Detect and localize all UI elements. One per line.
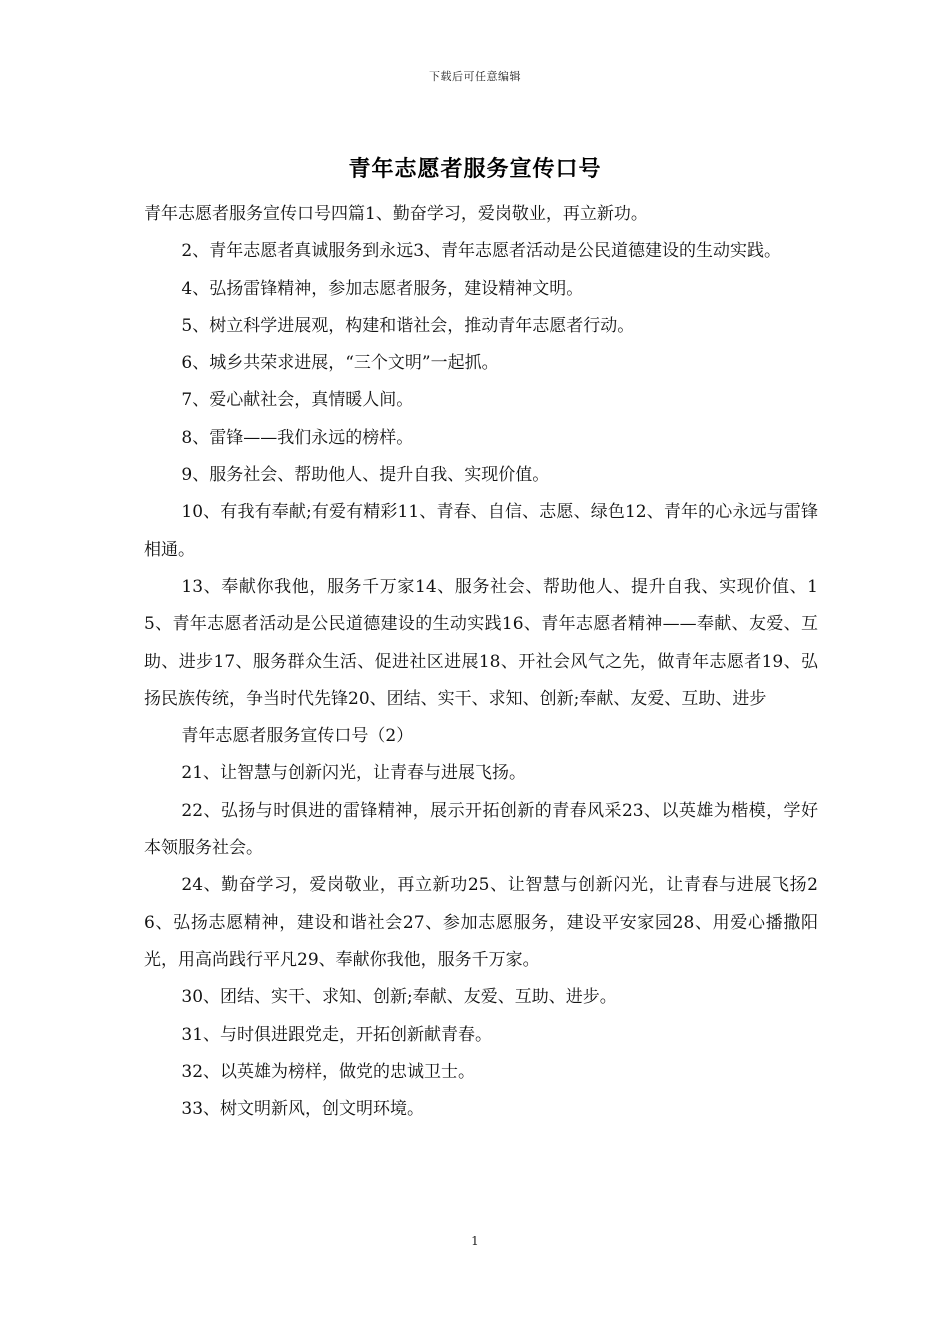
- paragraph: 30、团结、实干、求知、创新;奉献、友爱、互助、进步。: [181, 987, 617, 1008]
- document-body: [144, 196, 818, 1128]
- paragraph: 10、有我有奉献;有爱有精彩11、青春、自信、志愿、绿色12、青年的心永远与雷锋相通。: [144, 502, 818, 560]
- paragraph: 33、树文明新风，创文明环境。: [181, 1099, 425, 1120]
- paragraph: 6、城乡共荣求进展，“三个文明”一起抓。: [181, 353, 499, 374]
- paragraph: 5、树立科学进展观，构建和谐社会，推动青年志愿者行动。: [181, 315, 635, 336]
- paragraph: 7、爱心献社会，真情暖人间。: [181, 390, 414, 411]
- paragraph: 21、让智慧与创新闪光，让青春与进展飞扬。: [181, 763, 527, 784]
- paragraph-intro: 青年志愿者服务宣传口号四篇1、勤奋学习，爱岗敬业，再立新功。: [144, 204, 648, 224]
- header-note: 下载后可任意编辑: [429, 70, 521, 83]
- section-heading: 青年志愿者服务宣传口号（2）: [181, 726, 414, 747]
- paragraph: 2、青年志愿者真诚服务到永远3、青年志愿者活动是公民道德建设的生动实践。: [181, 241, 782, 262]
- page-number: 1: [471, 1234, 479, 1248]
- paragraph: 22、弘扬与时俱进的雷锋精神，展示开拓创新的青春风采23、以英雄为楷模，学好本领服务社会。: [144, 800, 818, 859]
- paragraph: 24、勤奋学习，爱岗敬业，再立新功25、让智慧与创新闪光，让青春与进展飞扬26、弘扬志愿精神，建设和谐社会27、参加志愿服务，建设平安家园28、用爱心播撒阳光，用高尚践行平凡29、奉献你我他，服务千万家。: [144, 875, 818, 970]
- paragraph: 32、以英雄为榜样，做党的忠诚卫士。: [181, 1061, 476, 1082]
- paragraph: 31、与时俱进跟党走，开拓创新献青春。: [181, 1024, 493, 1045]
- paragraph: 13、奉献你我他，服务千万家14、服务社会、帮助他人、提升自我、实现价值、15、青年志愿者活动是公民道德建设的生动实践16、青年志愿者精神——奉献、友爱、互助、进步17、服务群众生活、促进社区进展18、开社会风气之先，做青年志愿者19、弘扬民族传统，争当时代先锋20、团结、实干、求知、创新;奉献、友爱、互助、进步: [144, 576, 818, 709]
- paragraph: 8、雷锋——我们永远的榜样。: [181, 427, 414, 448]
- document-title: 青年志愿者服务宣传口号: [348, 156, 602, 182]
- paragraph: 9、服务社会、帮助他人、提升自我、实现价值。: [181, 465, 550, 486]
- paragraph: 4、弘扬雷锋精神，参加志愿者服务，建设精神文明。: [181, 278, 584, 299]
